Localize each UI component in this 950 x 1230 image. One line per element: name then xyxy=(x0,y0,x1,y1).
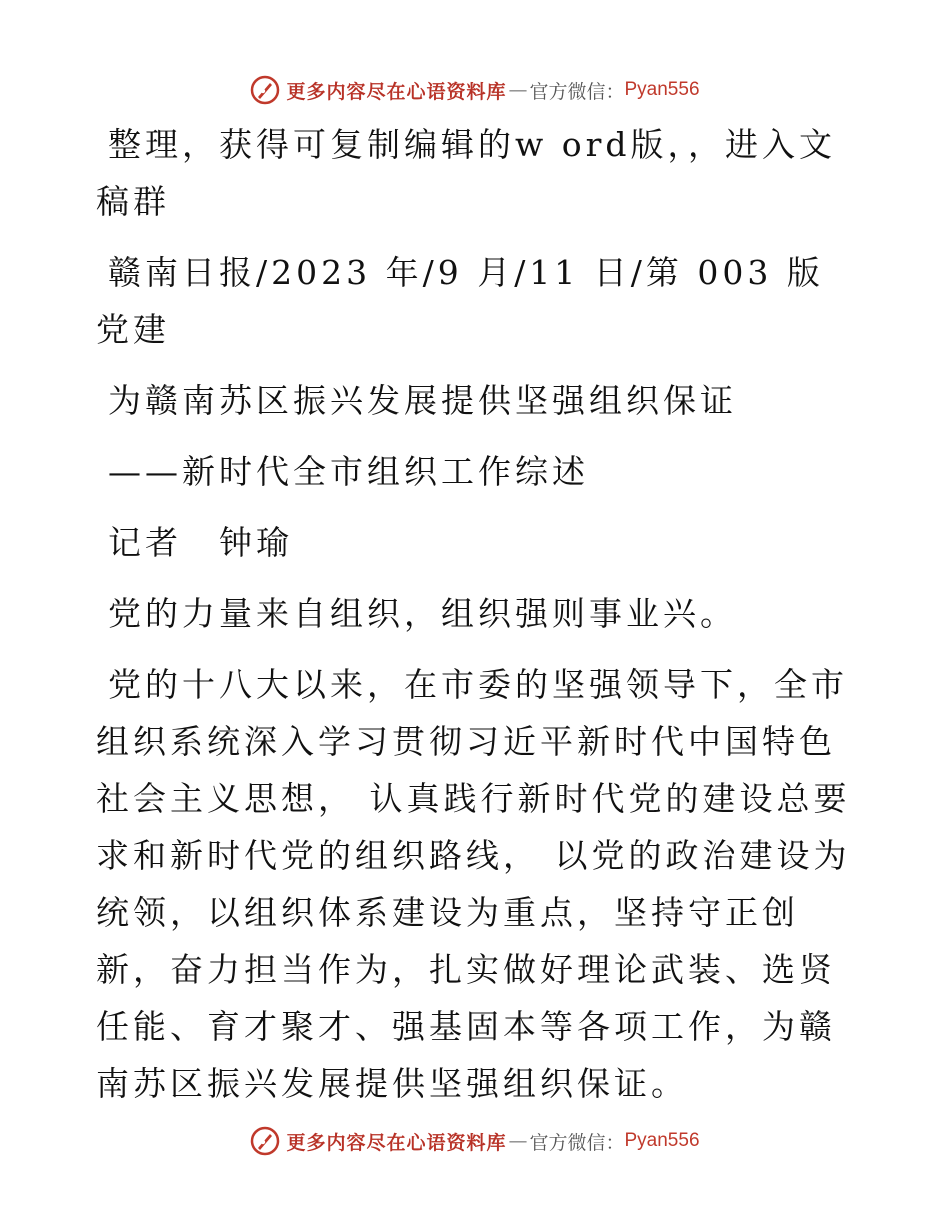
quill-logo-icon xyxy=(250,1126,280,1156)
watermark-tail: 官方微信： xyxy=(529,1131,625,1154)
paragraph-1: 党的力量来自组织，组织强则事业兴。 xyxy=(108,594,737,633)
watermark-dash: — xyxy=(508,79,528,101)
watermark-banner-top xyxy=(0,72,950,108)
watermark-tail: 官方微信： xyxy=(529,80,625,103)
watermark-wechat: Pyan556 xyxy=(624,1130,700,1151)
article-subtitle: ——新时代全市组织工作综述 xyxy=(108,452,589,491)
watermark-dash: — xyxy=(508,1130,528,1152)
quill-logo-icon xyxy=(250,75,280,105)
document-body xyxy=(96,116,856,1126)
article-title: 为赣南苏区振兴发展提供坚强组织保证 xyxy=(108,381,737,420)
byline: 记者 钟瑜 xyxy=(108,523,293,562)
watermark-wechat: Pyan556 xyxy=(624,79,700,100)
watermark-banner-bottom xyxy=(0,1123,950,1159)
watermark-lead: 更多内容尽在心语资料库 xyxy=(286,1131,507,1154)
notice-line: 整理，获得可复制编辑的w ord版，，进入文稿群 xyxy=(96,125,837,221)
source-line: 赣南日报/2023 年/9 月/11 日/第 003 版党建 xyxy=(96,253,824,349)
watermark-lead: 更多内容尽在心语资料库 xyxy=(286,80,507,103)
paragraph-2: 党的十八大以来，在市委的坚强领导下，全市组织系统深入学习贯彻习近平新时代中国特色社会主义思想， 认真践行新时代党的建设总要求和新时代党的组织路线， 以党的政治建设为统领，以组织体系建设为重点，坚持守正创新，奋力担当作为，扎实做好理论武装、选贤任能、育才聚才、强基固本等各项工作，为赣南苏区振兴发展提供坚强组织保证。 xyxy=(96,665,851,1103)
